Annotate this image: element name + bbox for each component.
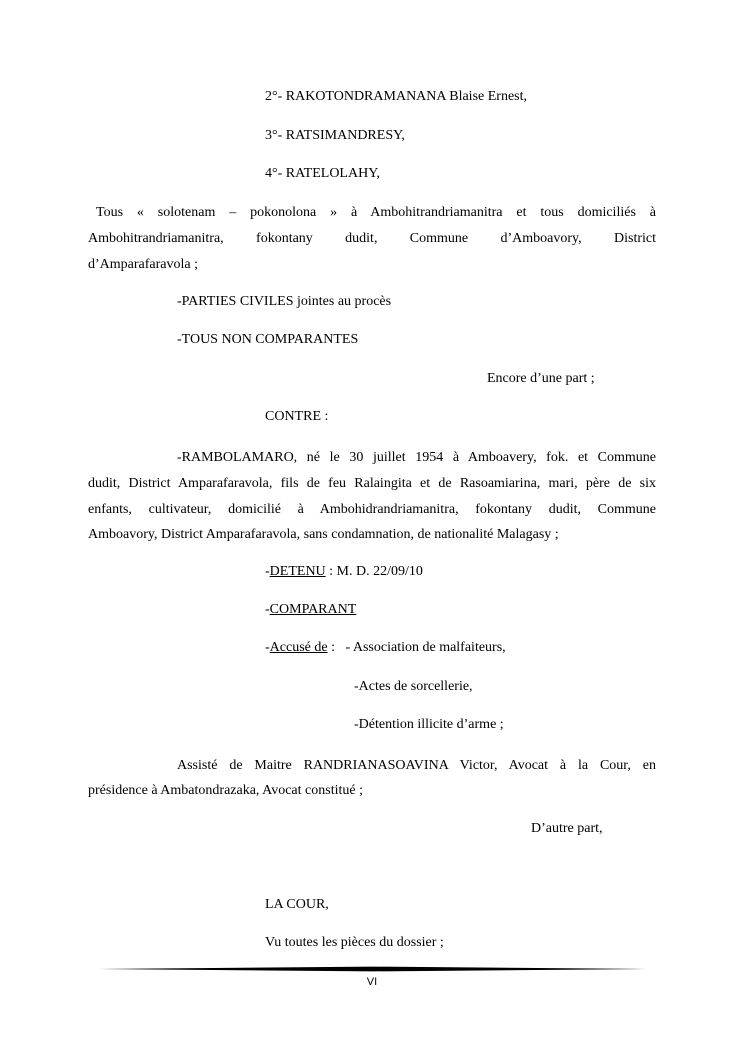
- accused-desc-line-4: Amboavory, District Amparafaravola, sans condamnation, de nationalité Malagasy ;: [88, 527, 559, 542]
- party-item-4: 4°- RATELOLAHY,: [265, 166, 381, 181]
- accuse-prefix: -: [265, 640, 270, 655]
- page-number: VI: [366, 976, 378, 988]
- charge-1: - Association de malfaiteurs,: [345, 640, 506, 655]
- detenu-prefix: -: [265, 564, 270, 579]
- party-group-line-1: Tous « solotenam – pokonolona » à Ambohitrandriamanitra et tous domiciliés à: [96, 205, 656, 220]
- comparant-prefix: -: [265, 602, 270, 617]
- accuse-de-line: [265, 639, 506, 657]
- party-item-2: 2°- RAKOTONDRAMANANA Blaise Ernest,: [265, 89, 527, 104]
- accuse-label: Accusé de: [269, 640, 328, 655]
- lawyer-line-1: Assisté de Maitre RANDRIANASOAVINA Victor, Avocat à la Cour, en: [177, 758, 656, 773]
- la-cour-heading: LA COUR,: [265, 897, 329, 912]
- lawyer-line-2: présidence à Ambatondrazaka, Avocat constitué ;: [88, 783, 363, 798]
- accuse-separator: :: [327, 640, 346, 655]
- detenu-line: [265, 563, 423, 581]
- footer-rule: [98, 966, 646, 972]
- comparant-line: [265, 601, 356, 619]
- civil-parties-line: -PARTIES CIVILES jointes au procès: [177, 294, 392, 309]
- accused-desc-line-3: enfants, cultivateur, domicilié à Ambohidrandriamanitra, fokontany dudit, Commune: [88, 502, 656, 517]
- comparant-label: COMPARANT: [269, 602, 357, 617]
- non-comparing-line: -TOUS NON COMPARANTES: [177, 332, 359, 347]
- autre-part: D’autre part,: [531, 821, 603, 836]
- contre-heading: CONTRE :: [265, 409, 329, 424]
- detenu-value: : M. D. 22/09/10: [325, 564, 423, 579]
- party-item-3: 3°- RATSIMANDRESY,: [265, 128, 405, 143]
- detenu-label: DETENU: [269, 564, 326, 579]
- accused-desc-line-2: dudit, District Amparafaravola, fils de feu Ralaingita et de Rasoamiarina, mari, père de six: [88, 476, 656, 491]
- vu-pieces-line: Vu toutes les pièces du dossier ;: [265, 935, 444, 950]
- accused-desc-line-1: -RAMBOLAMARO, né le 30 juillet 1954 à Amboavery, fok. et Commune: [177, 450, 656, 465]
- party-group-line-3: d’Amparafaravola ;: [88, 257, 198, 272]
- encore-une-part: Encore d’une part ;: [487, 371, 595, 386]
- charge-2: -Actes de sorcellerie,: [354, 679, 473, 694]
- party-group-line-2: Ambohitrandriamanitra, fokontany dudit, Commune d’Amboavory, District: [88, 231, 656, 246]
- charge-3: -Détention illicite d’arme ;: [354, 717, 504, 732]
